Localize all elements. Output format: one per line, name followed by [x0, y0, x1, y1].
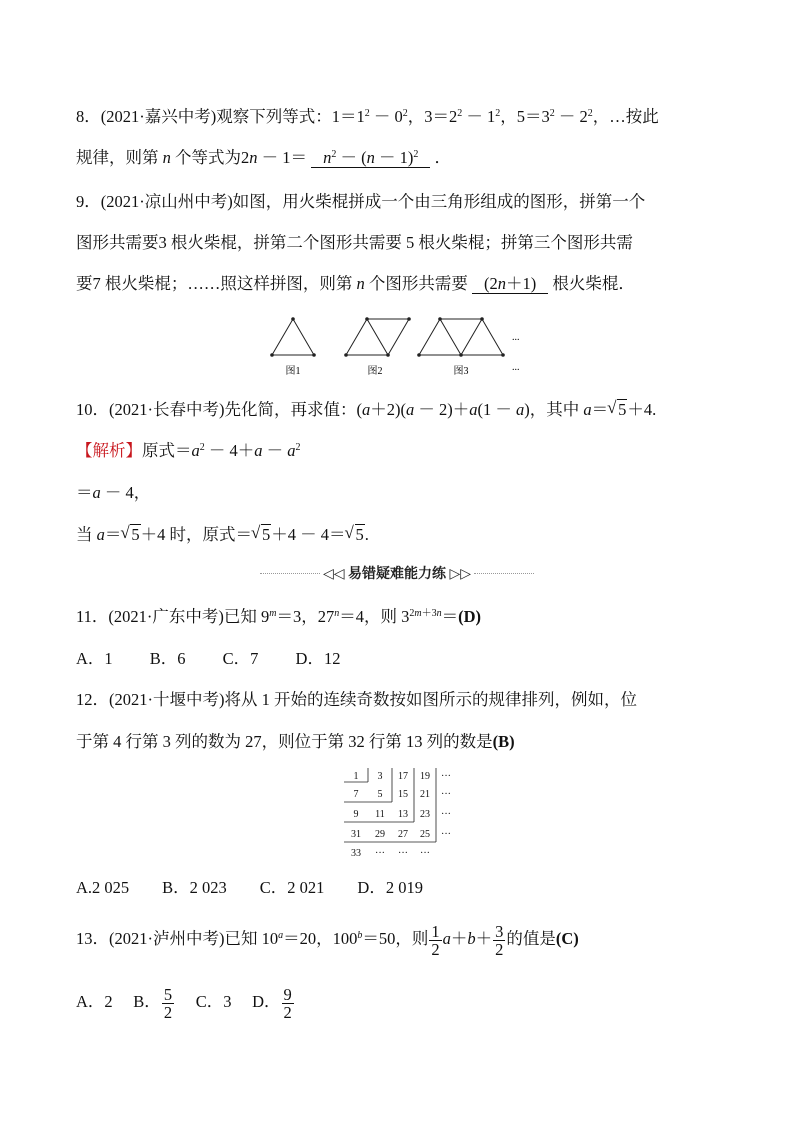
- q10-step2: ＝a － 4，: [76, 483, 151, 502]
- grid-cell: 25: [420, 829, 430, 840]
- grid-cell: ···: [441, 829, 451, 840]
- grid-cell: 29: [375, 829, 385, 840]
- fig-ellipsis-2: ...: [512, 362, 520, 373]
- q12-line1: 12．(2021·十堰中考)将从 1 开始的连续奇数按如图所示的规律排列，例如，位: [76, 690, 637, 709]
- grid-cell: ···: [441, 771, 451, 782]
- fig2-label: 图2: [367, 366, 383, 377]
- q9-answer: (2n＋1): [472, 275, 548, 294]
- q11-answer: (D): [458, 607, 481, 626]
- q12-answer: (B): [492, 732, 515, 751]
- grid-cell: 1: [353, 771, 359, 782]
- grid-cell: 9: [353, 809, 359, 820]
- grid-cell: 5: [377, 789, 383, 800]
- q13-line1: 13．(2021·泸州中考)已知 $10^a=20$，$100^b=50$，则 $\frac{1}{2}$ a＋b＋ $\frac{3}{2}$ 的值是(C): [76, 921, 579, 959]
- q13-answer: (C): [555, 929, 579, 948]
- q11-options: A．1 B．6 C．7 D．12: [76, 649, 341, 668]
- q10-line1: 10．(2021·长春中考)先化简，再求值：(a＋2)(a － 2)＋a(1 － a)，其中 a＝√ 5＋4.: [76, 399, 656, 421]
- grid-cell: ···: [441, 789, 451, 800]
- q10-step1: 【解析】原式$=a^2 - 4+a - a^2$: [76, 441, 301, 460]
- grid-cell: 21: [420, 789, 430, 800]
- matchstick-figure: [262, 312, 532, 378]
- q9-line3: 要7 根火柴棍；……照这样拼图，则第 n 个图形共需要 (2n＋1) 根火柴棍．: [76, 274, 635, 293]
- grid-cell: 33: [351, 848, 361, 859]
- grid-cell: 11: [375, 809, 385, 820]
- q13-options: A．2 B． $\frac{5}{2}$ C．3 D． $\frac{9}{2}$: [76, 984, 292, 1022]
- grid-cell: ···: [420, 848, 430, 859]
- fig-ellipsis-1: ...: [512, 332, 520, 343]
- grid-cell: ···: [398, 848, 408, 859]
- grid-cell: 13: [398, 809, 408, 820]
- grid-cell: ···: [375, 848, 385, 859]
- grid-cell: 3: [377, 771, 383, 782]
- grid-cell: 31: [351, 829, 361, 840]
- q9-line2: 图形共需要3 根火柴棍，拼第二个图形共需要 5 根火柴棍；拼第三个图形共需: [76, 233, 633, 252]
- grid-cell: 19: [420, 771, 430, 782]
- q8-line2: 规律，则第 n 个等式为$2n - 1= n^2 - (n - 1)^2$ ．: [76, 148, 451, 167]
- grid-cell: ···: [441, 809, 451, 820]
- q12-options: A.2 025 B．2 023 C．2 021 D．2 019: [76, 878, 423, 897]
- fig3-label: 图3: [453, 366, 469, 377]
- grid-cell: 7: [353, 789, 359, 800]
- grid-cell: 17: [398, 771, 408, 782]
- section-title: ◁◁ 易错疑难能力练 ▷▷: [322, 567, 472, 582]
- jiexi-label: 【解析】: [76, 441, 142, 460]
- q10-step3: 当 a＝√ 5＋4 时，原式＝√ 5＋4 － 4＝√ 5.: [76, 524, 369, 546]
- section-header: [260, 563, 534, 583]
- grid-cell: 15: [398, 789, 408, 800]
- grid-cell: 23: [420, 809, 430, 820]
- q9-line1: 9．(2021·凉山州中考)如图，用火柴棍拼成一个由三角形组成的图形，拼第一个: [76, 192, 646, 211]
- q8-answer: $n^2 - (n - 1)^2$: [311, 149, 430, 168]
- q11-line1: 11．(2021·广东中考)已知 $9^m=3$，$27^n=4$，则 $3^{2m+3n}=(D)$: [76, 607, 481, 626]
- odd-number-grid: [338, 764, 458, 860]
- q8-line1: 8．(2021·嘉兴中考)观察下列等式：$1=1^2 - 0^2$，$3=2^2 - 1^2$，$5=3^2 - 2^2$，…按此: [76, 107, 659, 126]
- grid-cell: 27: [398, 829, 408, 840]
- fig1-label: 图1: [285, 366, 301, 377]
- q12-line2: 于第 4 行第 3 列的数为 27，则位于第 32 行第 13 列的数是(B): [76, 732, 515, 751]
